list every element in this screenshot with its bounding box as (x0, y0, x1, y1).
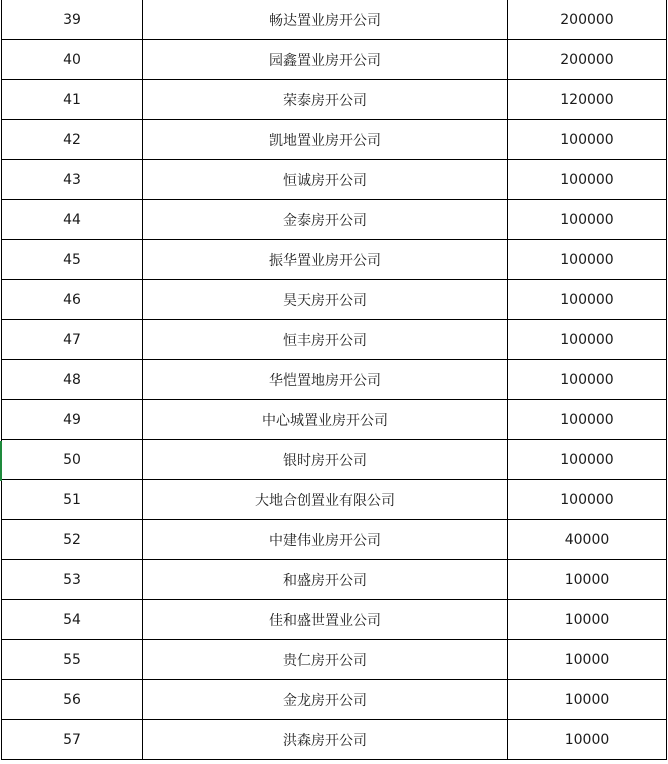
amount-cell[interactable]: 100000 (508, 120, 667, 160)
table-row[interactable] (2, 240, 667, 280)
amount-cell[interactable]: 100000 (508, 280, 667, 320)
table-row[interactable] (2, 440, 667, 480)
table-row[interactable] (2, 360, 667, 400)
row-number-cell[interactable]: 55 (2, 640, 143, 680)
table-row[interactable] (2, 320, 667, 360)
amount-cell[interactable]: 100000 (508, 360, 667, 400)
row-number-cell[interactable]: 50 (2, 440, 143, 480)
row-number-cell[interactable]: 47 (2, 320, 143, 360)
table-row[interactable] (2, 0, 667, 40)
row-number-cell[interactable]: 52 (2, 520, 143, 560)
table-row[interactable] (2, 120, 667, 160)
row-number-cell[interactable]: 45 (2, 240, 143, 280)
amount-cell[interactable]: 10000 (508, 720, 667, 760)
company-name-cell[interactable]: 和盛房开公司 (143, 560, 508, 600)
amount-cell[interactable]: 100000 (508, 200, 667, 240)
amount-cell[interactable]: 120000 (508, 80, 667, 120)
amount-cell[interactable]: 100000 (508, 480, 667, 520)
company-name-cell[interactable]: 恒诚房开公司 (143, 160, 508, 200)
table-row[interactable] (2, 40, 667, 80)
amount-cell[interactable]: 200000 (508, 40, 667, 80)
row-number-cell[interactable]: 39 (2, 0, 143, 40)
company-name-cell[interactable]: 佳和盛世置业公司 (143, 600, 508, 640)
table-body (2, 0, 667, 760)
table-row[interactable] (2, 720, 667, 760)
table-row[interactable] (2, 600, 667, 640)
amount-cell[interactable]: 100000 (508, 160, 667, 200)
row-number-cell[interactable]: 49 (2, 400, 143, 440)
row-number-cell[interactable]: 44 (2, 200, 143, 240)
table-row[interactable] (2, 640, 667, 680)
company-name-cell[interactable]: 华恺置地房开公司 (143, 360, 508, 400)
company-name-cell[interactable]: 金泰房开公司 (143, 200, 508, 240)
amount-cell[interactable]: 200000 (508, 0, 667, 40)
row-number-cell[interactable]: 41 (2, 80, 143, 120)
company-name-cell[interactable]: 金龙房开公司 (143, 680, 508, 720)
company-name-cell[interactable]: 贵仁房开公司 (143, 640, 508, 680)
company-name-cell[interactable]: 中心城置业房开公司 (143, 400, 508, 440)
selected-row-indicator (0, 441, 2, 481)
table-row[interactable] (2, 400, 667, 440)
table-row[interactable] (2, 480, 667, 520)
amount-cell[interactable]: 10000 (508, 640, 667, 680)
row-number-cell[interactable]: 48 (2, 360, 143, 400)
amount-cell[interactable]: 100000 (508, 400, 667, 440)
company-name-cell[interactable]: 中建伟业房开公司 (143, 520, 508, 560)
amount-cell[interactable]: 40000 (508, 520, 667, 560)
company-amount-table (1, 0, 667, 760)
row-number-cell[interactable]: 53 (2, 560, 143, 600)
amount-cell[interactable]: 100000 (508, 440, 667, 480)
table-row[interactable] (2, 680, 667, 720)
table-row[interactable] (2, 80, 667, 120)
row-number-cell[interactable]: 56 (2, 680, 143, 720)
company-name-cell[interactable]: 荣泰房开公司 (143, 80, 508, 120)
amount-cell[interactable]: 10000 (508, 600, 667, 640)
company-name-cell[interactable]: 昊天房开公司 (143, 280, 508, 320)
amount-cell[interactable]: 100000 (508, 320, 667, 360)
table-row[interactable] (2, 280, 667, 320)
row-number-cell[interactable]: 46 (2, 280, 143, 320)
row-number-cell[interactable]: 42 (2, 120, 143, 160)
table-row[interactable] (2, 160, 667, 200)
company-name-cell[interactable]: 恒丰房开公司 (143, 320, 508, 360)
company-name-cell[interactable]: 振华置业房开公司 (143, 240, 508, 280)
row-number-cell[interactable]: 57 (2, 720, 143, 760)
row-number-cell[interactable]: 51 (2, 480, 143, 520)
table-row[interactable] (2, 520, 667, 560)
row-number-cell[interactable]: 43 (2, 160, 143, 200)
amount-cell[interactable]: 100000 (508, 240, 667, 280)
amount-cell[interactable]: 10000 (508, 560, 667, 600)
company-name-cell[interactable]: 银时房开公司 (143, 440, 508, 480)
company-name-cell[interactable]: 凯地置业房开公司 (143, 120, 508, 160)
table-row[interactable] (2, 560, 667, 600)
amount-cell[interactable]: 10000 (508, 680, 667, 720)
company-name-cell[interactable]: 园鑫置业房开公司 (143, 40, 508, 80)
company-name-cell[interactable]: 畅达置业房开公司 (143, 0, 508, 40)
company-name-cell[interactable]: 大地合创置业有限公司 (143, 480, 508, 520)
row-number-cell[interactable]: 40 (2, 40, 143, 80)
company-name-cell[interactable]: 洪森房开公司 (143, 720, 508, 760)
row-number-cell[interactable]: 54 (2, 600, 143, 640)
table-row[interactable] (2, 200, 667, 240)
